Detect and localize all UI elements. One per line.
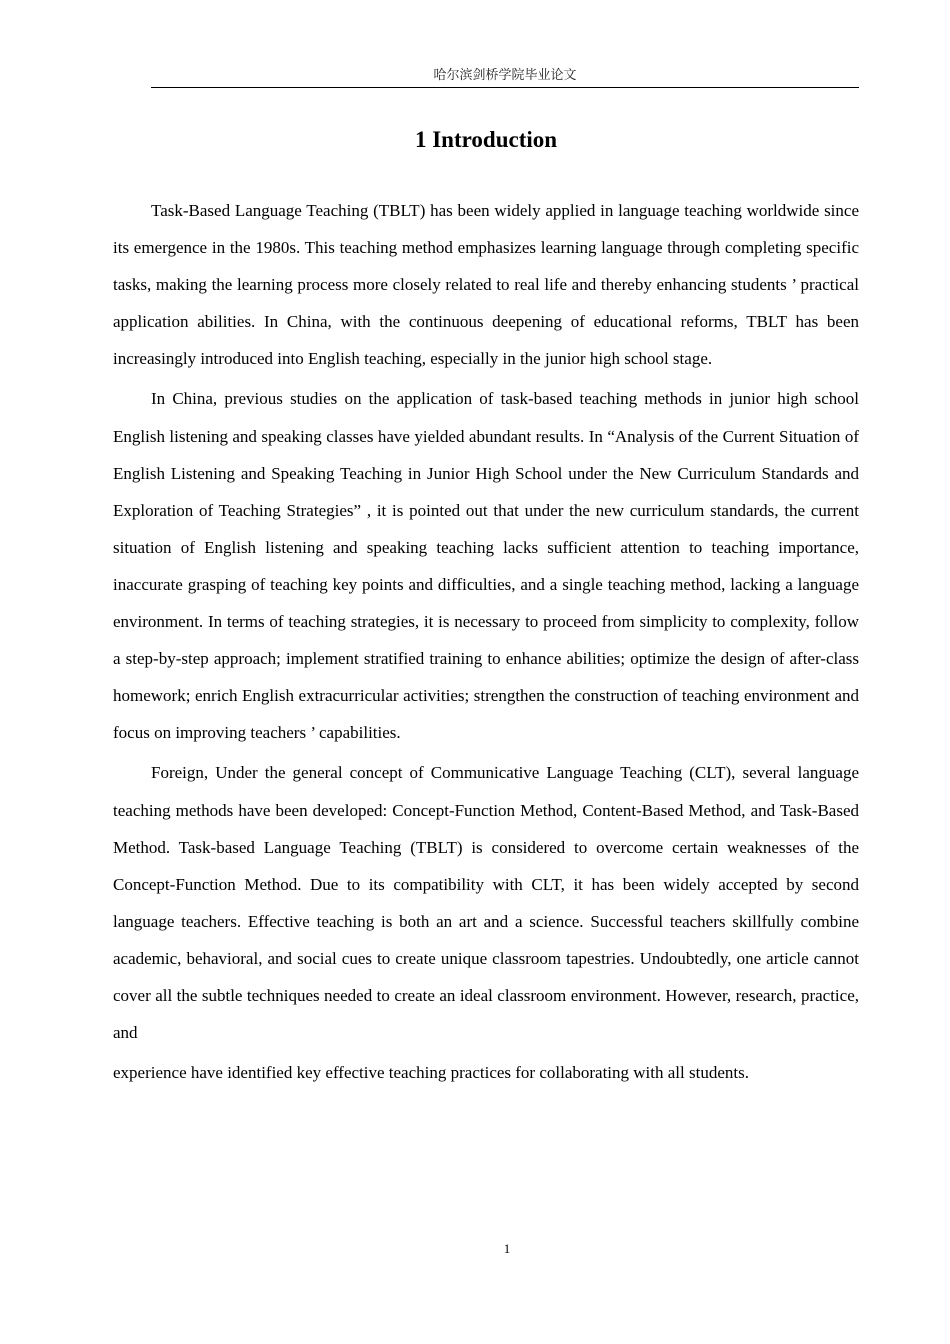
chapter-title: 1 Introduction xyxy=(414,127,558,152)
paragraph-tblt-background: Task-Based Language Teaching (TBLT) has been widely applied in language teaching worldwide since its emergence in the 1980s. This teaching method emphasizes learning language through completing specific tasks, making the learning process more closely related to real life and thereby enhancing students ’ practical application abilities. In China, with the continuous deepening of educational reforms, TBLT has been increasingly introduced into English teaching, especially in the junior high school stage. xyxy=(113,201,859,369)
paragraph-continuation: experience have identified key effective teaching practices for collaborating with all students. xyxy=(113,1063,749,1083)
header-rule xyxy=(151,87,859,88)
paragraph-domestic-studies: In China, previous studies on the application of task-based teaching methods in junior high school English listening and speaking classes have yielded abundant results. In “Analysis of the Current Situation of English Listening and Speaking Teaching in Junior High School under the New Curriculum Standards and Exploration of Teaching Strategies” , it is pointed out that under the new curriculum standards, the current situation of English listening and speaking teaching lacks sufficient attention to teaching importance, inaccurate grasping of teaching key points and difficulties, and a single teaching method, lacking a language environment. In terms of teaching strategies, it is necessary to proceed from simplicity to complexity, follow a step-by-step approach; implement stratified training to enhance abilities; optimize the design of after-class homework; enrich English extracurricular activities; strengthen the construction of teaching environment and focus on improving teachers ’ capabilities. xyxy=(113,389,859,743)
paragraph-foreign-studies: Foreign, Under the general concept of Communicative Language Teaching (CLT), several language teaching methods have been developed: Concept-Function Method, Content-Based Method, and Task-Based Method. Task-based Language Teaching (TBLT) is considered to overcome certain weaknesses of the Concept-Function Method. Due to its compatibility with CLT, it has been widely accepted by second language teachers. Effective teaching is both an art and a science. Successful teachers skillfully combine academic, behavioral, and social cues to create unique classroom tapestries. Undoubtedly, one article cannot cover all the subtle techniques needed to create an ideal classroom environment. However, research, practice, and xyxy=(113,763,859,1043)
body-text xyxy=(113,192,859,1094)
page-number: 1 xyxy=(503,1241,511,1256)
running-header: 哈尔滨剑桥学院毕业论文 xyxy=(433,67,577,82)
